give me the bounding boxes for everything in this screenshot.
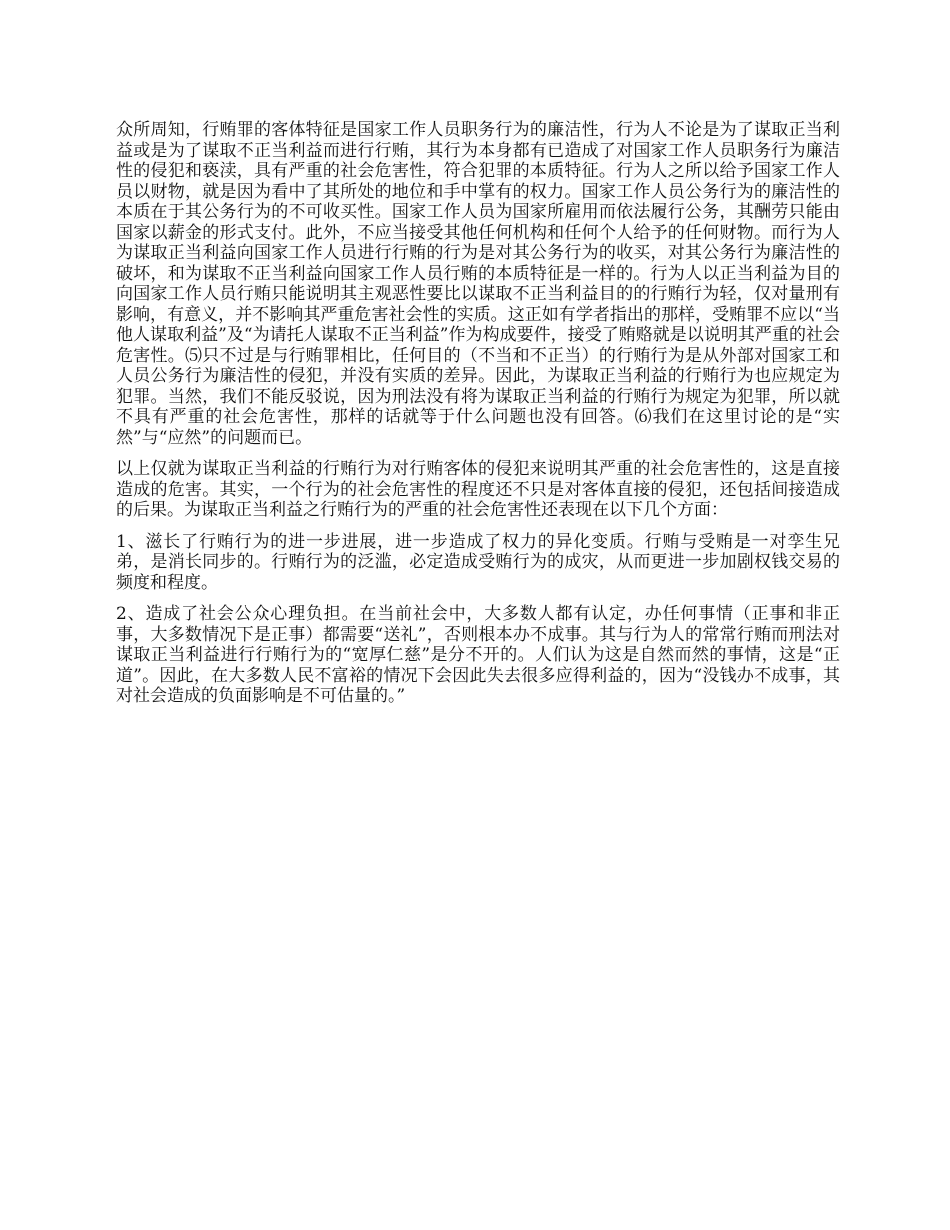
paragraph-1: 众所周知，行贿罪的客体特征是国家工作人员职务行为的廉洁性，行为人不论是为了谋取正当利益或是为了谋取不正当利益而进行行贿，其行为本身都有已造成了对国家工作人员职务行为廉洁性的侵犯和亵渎，具有严重的社会危害性，符合犯罪的本质特征。行为人之所以给予国家工作人员以财物，就是因为看中了其所处的地位和手中掌有的权力。国家工作人员公务行为的廉洁性的本质在于其公务行为的不可收买性。国家工作人员为国家所雇用而依法履行公务，其酬劳只能由国家以薪金的形式支付。此外，不应当接受其他任何机构和任何个人给予的任何财物。而行为人为谋取正当利益向国家工作人员进行行贿的行为是对其公务行为的收买，对其公务行为廉洁性的破坏，和为谋取不正当利益向国家工作人员行贿的本质特征是一样的。行为人以正当利益为目的向国家工作人员行贿只能说明其主观恶性要比以谋取不正当利益目的的行贿行为轻，仅对量刑有影响，有意义，并不影响其严重危害社会性的实质。这正如有学者指出的那样，受贿罪不应以“当他人谋取利益”及“为请托人谋取不正当利益”作为构成要件，接受了贿赂就是以说明其严重的社会危害性。⑸只不过是与行贿罪相比，任何目的（不当和不正当）的行贿行为是从外部对国家工和人员公务行为廉洁性的侵犯，并没有实质的差异。因此，为谋取正当利益的行贿行为也应规定为犯罪。当然，我们不能反驳说，因为刑法没有将为谋取正当利益的行贿行为规定为犯罪，所以就不具有严重的社会危害性，那样的话就等于什么问题也没有回答。⑹我们在这里讨论的是“实然”与“应然”的问题而已。 <box>116 120 840 448</box>
paragraph-3: 1、滋长了行贿行为的进一步进展，进一步造成了权力的异化变质。行贿与受贿是一对孪生兄弟，是消长同步的。行贿行为的泛滥，必定造成受贿行为的成灾，从而更进一步加剧权钱交易的频度和程度。 <box>116 531 840 593</box>
paragraph-2: 以上仅就为谋取正当利益的行贿行为对行贿客体的侵犯来说明其严重的社会危害性的，这是直接造成的危害。其实，一个行为的社会危害性的程度还不只是对客体直接的侵犯，还包括间接造成的后果。为谋取正当利益之行贿行为的严重的社会危害性还表现在以下几个方面： <box>116 459 840 520</box>
paragraph-4: 2、造成了社会公众心理负担。在当前社会中，大多数人都有认定，办任何事情（正事和非正事，大多数情况下是正事）都需要“送礼”，否则根本办不成事。其与行为人的常常行贿而刑法对谋取正当利益进行行贿行为的“宽厚仁慈”是分不开的。人们认为这是自然而然的事情，这是“正道”。因此，在大多数人民不富裕的情况下会因此失去很多应得利益的，因为“没钱办不成事，其对社会造成的负面影响是不可估量的。” <box>116 604 840 706</box>
document-body <box>116 120 840 718</box>
